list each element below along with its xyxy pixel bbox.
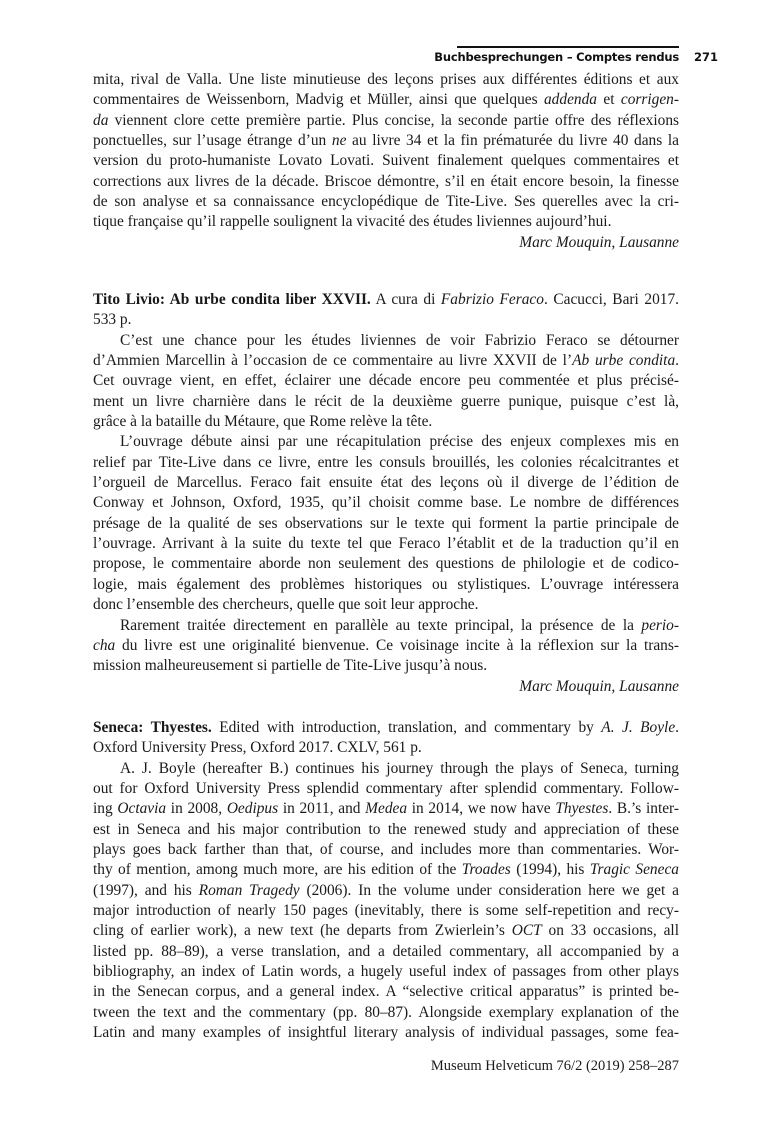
text-run: de son analyse et sa connaissance encyclopédique de Tite-Live. Ses querelles avec la cri- [93,193,679,211]
italic-text: Ab urbe condita [572,352,676,370]
text-run: major introduction of nearly 150 pages (inevitably, there is some self-repetition and recy- [93,902,679,920]
text-run: (1994), his [510,861,590,879]
text-run: in 2011, and [278,800,366,818]
text-run: relief par Tite-Live dans ce livre, entre les consuls brouillés, les colonies récalcitrantes et [93,453,679,471]
italic-text: A. J. Boyle [601,719,676,736]
italic-text: Roman Tragedy [198,881,300,899]
text-run: grâce à la bataille du Métaure, que Rome relève la tête. [93,413,433,431]
text-run: ment un livre charnière dans le récit de la deuxième guerre punique, puisque c’est là, [93,392,679,410]
paragraph-line [93,351,679,371]
text-run: Rarement traitée directement en parallèle au texte principal, la présence de la [120,616,642,634]
text-run: on 33 occasions, all [541,922,679,940]
text-run: viennent clore cette première partie. Plus concise, la seconde partie offre des réflexions [108,111,679,129]
bold-text: Tito Livio: Ab urbe condita liber XXVII. [93,291,371,308]
paragraph-line [93,192,679,212]
review-heading-line [93,290,679,310]
italic-text: Octavia [117,800,167,818]
paragraph-line [93,962,679,982]
text-run: in 2008, [166,800,227,818]
bold-text: Seneca: Thyestes. [93,719,212,736]
paragraph-line [93,840,679,860]
text-run: . [675,352,679,370]
text-run: in 2014, we now have [407,800,556,818]
text-run: donc l’ensemble des chercheurs, quelle que soit leur approche. [93,596,479,614]
paragraph-line [93,473,679,493]
text-run: (2006). In the volume under consideration here we get a [299,881,679,899]
text-run: tween the text and the commentary (pp. 80–87). Alongside exemplary explanation of the [93,1003,679,1021]
running-head: Buchbesprechungen – Comptes rendus [434,50,679,64]
italic-text: Thyestes [555,800,609,818]
italic-text: OCT [511,922,542,940]
italic-text: cha [93,636,116,654]
paragraph-line [93,392,679,412]
paragraph-line [93,371,679,391]
text-run: mission malheureusement si partielle de Tite-Live jusqu’à nous. [93,657,488,675]
paragraph-line [93,881,679,901]
paragraph-line [93,595,679,615]
text-run: commentaires de Weissenborn, Madvig et Müller, ainsi que quelques [93,91,544,109]
paragraph-line [93,432,679,452]
paragraph-line [93,1003,679,1023]
italic-text: Troades [461,861,511,879]
paragraph-line [93,759,679,779]
paragraph-line [93,514,679,534]
text-run: out for Oxford University Press splendid commentary after splendid commentary. Follow- [93,780,679,798]
reviewer-signature: Marc Mouquin, Lausanne [519,233,679,251]
text-run: Oxford University Press, Oxford 2017. CXLV, 561 p. [93,739,422,757]
text-run: plays goes back farther than that, of course, and includes more than commentaries. Wor- [93,841,679,859]
text-run: ing [93,800,118,818]
text-run: 533 p. [93,311,132,329]
text-run: in the Senecan corpus, and a general index. A “selective critical apparatus” is printed be- [93,983,679,1001]
text-run: (1997), and his [93,881,199,899]
text-run: A cura di [370,291,441,308]
text-run: tique française qu’il rappelle soulignent la vivacité des études liviennes aujourd’hui. [93,213,612,231]
journal-citation: Museum Helveticum 76/2 (2019) 258–287 [430,1058,679,1074]
italic-text: corrigen- [620,91,679,109]
text-run: cling of earlier work), a new text (he departs from Zwierlein’s [93,922,512,940]
text-run: L’ouvrage débute ainsi par une récapitulation précise des enjeux complexes mis en [120,433,679,451]
header-rule [457,46,679,48]
review-heading-line [93,310,679,330]
review-tito-livio [93,290,679,697]
italic-text: Oedipus [226,800,279,818]
paragraph-line [93,779,679,799]
paragraph-line [93,1023,679,1043]
paragraph-line [93,212,679,232]
text-run: l’ouvrage. Arrivant à la suite du texte tel que Feraco l’établit et de la traduction qu’il en [93,535,679,553]
text-run: ponctuelles, sur l’usage étrange d’un [93,132,332,150]
paragraph-line [93,636,679,656]
paragraph-line [93,493,679,513]
text-run: C’est une chance pour les études liviennes de voir Fabrizio Feraco se détourner [120,331,679,349]
paragraph-line [93,151,679,171]
review-continuation [93,70,679,253]
text-run: . B.’s inter- [608,800,679,818]
italic-text: ne [331,132,347,150]
text-run: propose, le commentaire aborde non seulement des questions de philologie et de codico- [93,555,679,573]
text-run: Cet ouvrage vient, en effet, éclairer une décade encore peu commentée et plus précisé- [93,372,679,390]
italic-text: Tragic Seneca [589,861,679,879]
paragraph-line [93,331,679,351]
paragraph-line [93,90,679,110]
paragraph-line [93,575,679,595]
text-run: . Cacucci, Bari 2017. [543,291,679,308]
paragraph-line [93,982,679,1002]
text-run: est in Seneca and his major contribution to the renewed study and appreciation of these [93,820,679,838]
paragraph-line [93,942,679,962]
text-run: et [597,91,621,109]
paragraph-line [93,172,679,192]
review-heading-line [93,738,679,758]
text-run: corrections aux livres de la décade. Briscoe démontre, s’il en était encore besoin, la finesse [93,172,679,190]
paragraph-line [93,453,679,473]
review-seneca-thyestes [93,718,679,1044]
text-run: Edited with introduction, translation, and commentary by [211,719,602,736]
italic-text: Medea [365,800,408,818]
text-run: A. J. Boyle (hereafter B.) continues his journey through the plays of Seneca, turning [120,759,679,777]
review-heading-line [93,718,679,738]
paragraph-line [93,901,679,921]
text-run: thy of mention, among much more, are his edition of the [93,861,462,879]
paragraph-line [93,860,679,880]
page-number: 271 [694,50,719,64]
text-run: bibliography, an index of Latin words, a hugely useful index of passages from other plays [93,963,679,981]
paragraph-line [93,131,679,151]
text-run: l’orgueil de Marcellus. Feraco fait ensuite état des leçons où il diverge de l’édition de [93,474,679,492]
text-run: Conway et Johnson, Oxford, 1935, qu’il choisit comme base. Le nombre de différences [93,494,679,512]
italic-text: Fabrizio Feraco [440,291,544,308]
paragraph-line [93,534,679,554]
text-run: version du proto-humaniste Lovato Lovati. Suivent finalement quelques commentaires et [93,152,679,170]
text-run: au livre 34 et la fin prématurée du livre 40 dans la [346,132,679,150]
text-run: . [675,719,680,736]
text-run: du livre est une originalité bienvenue. Ce voisinage incite à la réflexion sur la trans- [115,636,679,654]
text-run: d’Ammien Marcellin à l’occasion de ce commentaire au livre XXVII de l’ [93,352,573,370]
italic-text: perio- [641,616,679,634]
paragraph-line [93,70,679,90]
paragraph-line [93,921,679,941]
text-run: Latin and many examples of insightful literary analysis of individual passages, some fea- [93,1024,679,1042]
text-run: listed pp. 88–89), a verse translation, and a detailed commentary, all accompanied by a [93,942,679,960]
paragraph-line [93,656,679,676]
paragraph-line [93,111,679,131]
text-run: logie, mais également des problèmes historiques ou stylistiques. L’ouvrage intéressera [93,575,679,593]
paragraph-line [93,616,679,636]
text-run: présage de la qualité de ses observations sur le texte qui forment la partie principale de [93,514,679,532]
italic-text: addenda [543,91,597,109]
paragraph-line [93,554,679,574]
paragraph-line [93,799,679,819]
italic-text: da [93,111,109,129]
reviewer-signature: Marc Mouquin, Lausanne [519,677,679,695]
paragraph-line [93,820,679,840]
paragraph-line [93,412,679,432]
text-run: mita, rival de Valla. Une liste minutieuse des leçons prises aux différentes éditions et aux [93,71,679,88]
